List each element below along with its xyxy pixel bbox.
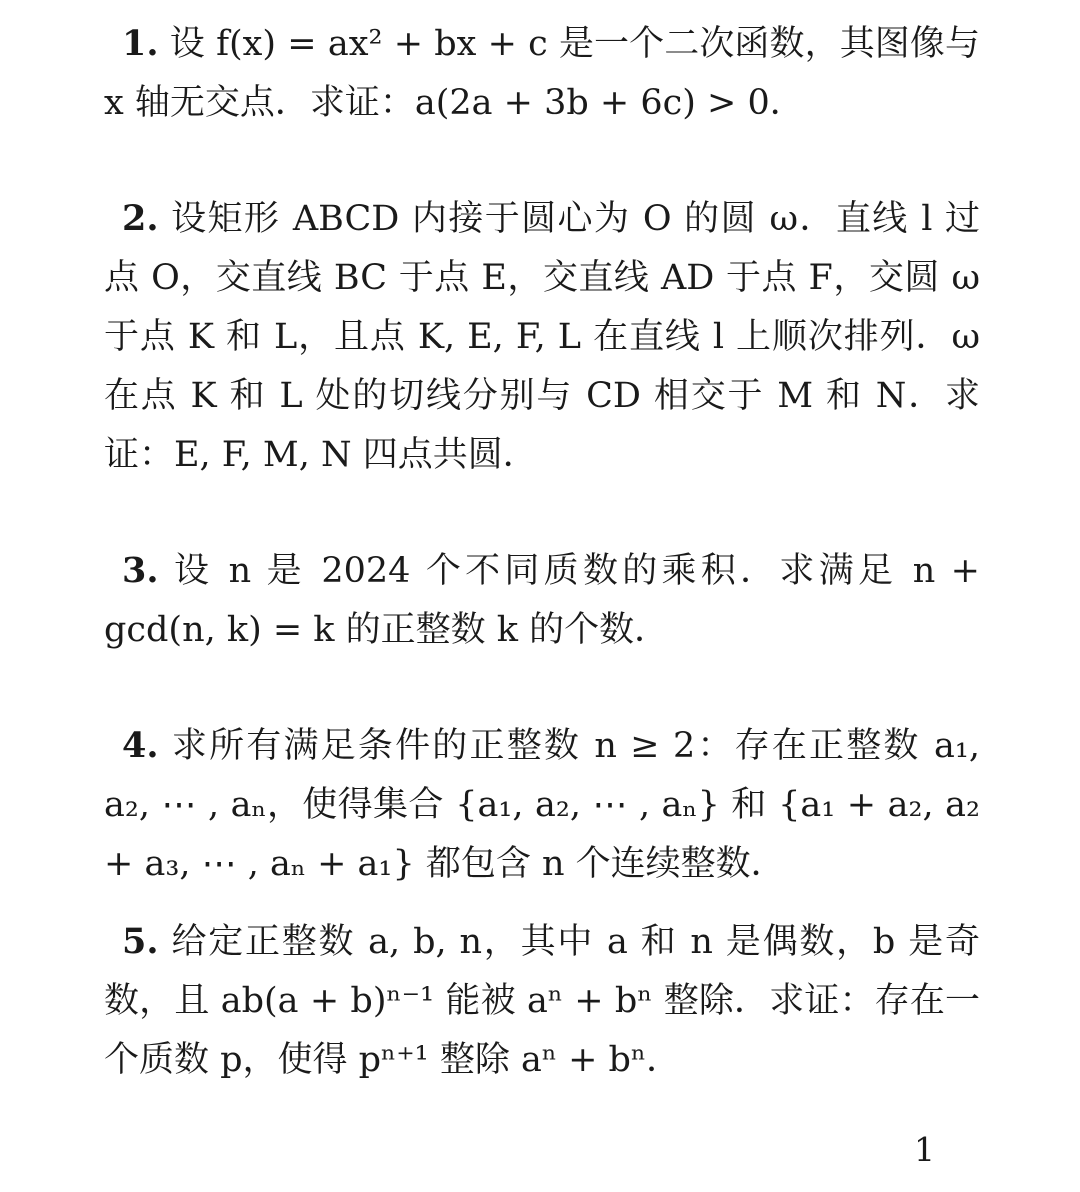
document-page: [104, 14, 980, 1090]
problem-number: 3.: [122, 550, 159, 591]
problem-text: 给定正整数 a, b, n，其中 a 和 n 是偶数，b 是奇数，且 ab(a + b)ⁿ⁻¹ 能被 aⁿ + bⁿ 整除．求证：存在一个质数 p，使得 pⁿ⁺¹ 整除 aⁿ + bⁿ．: [104, 922, 980, 1080]
problem-number: 2.: [122, 198, 159, 239]
problem-1: [104, 14, 980, 133]
problem-5: [104, 912, 980, 1090]
problem-number: 5.: [122, 921, 159, 962]
problem-3: [104, 541, 980, 660]
page-number: 1: [914, 1130, 935, 1169]
problem-number: 4.: [122, 725, 159, 766]
problem-text: 设 f(x) = ax² + bx + c 是一个二次函数，其图像与 x 轴无交点．求证：a(2a + 3b + 6c) > 0．: [104, 24, 980, 123]
problem-text: 设 n 是 2024 个不同质数的乘积．求满足 n + gcd(n, k) = k 的正整数 k 的个数．: [104, 551, 980, 650]
problem-text: 设矩形 ABCD 内接于圆心为 O 的圆 ω．直线 l 过点 O，交直线 BC 于点 E，交直线 AD 于点 F，交圆 ω 于点 K 和 L，且点 K, E, F, L 在直线 l 上顺次排列．ω 在点 K 和 L 处的切线分别与 CD 相交于 M 和 N．求证：E, F, M, N 四点共圆．: [104, 199, 980, 475]
problem-2: [104, 189, 980, 485]
problem-text: 求所有满足条件的正整数 n ≥ 2：存在正整数 a₁, a₂, ⋯ , aₙ，使得集合 {a₁, a₂, ⋯ , aₙ} 和 {a₁ + a₂, a₂ + a₃, ⋯ , aₙ + a₁} 都包含 n 个连续整数．: [104, 726, 980, 884]
problem-4: [104, 716, 980, 894]
problem-number: 1.: [122, 23, 159, 64]
